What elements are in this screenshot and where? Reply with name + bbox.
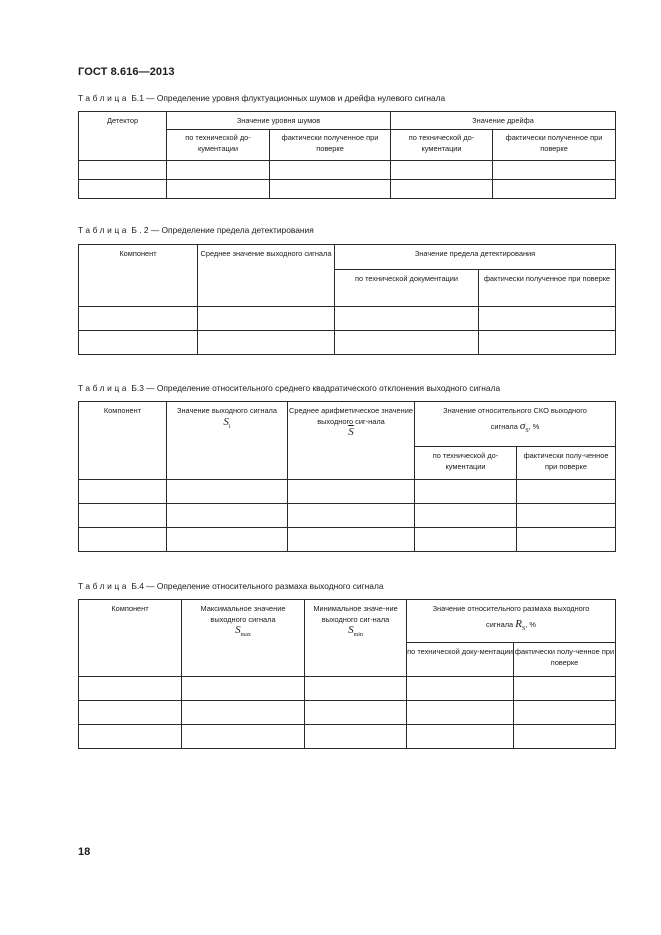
table1-header-noise: Значение уровня шумов [167,112,391,130]
table3-header-value-label: Значение выходного сигнала [177,406,277,415]
table4-caption-word: Таблица [78,581,130,591]
table-b1 [78,111,616,199]
table4-header-max [182,600,305,677]
table-cell [479,307,616,331]
table-cell [335,307,479,331]
table-cell [514,701,616,725]
table-cell [79,161,167,180]
table3-header-mean [288,402,415,480]
table4-header-range-line2: сигнала $R_S$, % [486,617,536,632]
table-cell [182,677,305,701]
table-cell [288,480,415,504]
table-cell [167,528,288,552]
table-cell [79,480,167,504]
table-row [79,161,616,180]
table-cell [270,180,391,199]
table1-caption [78,93,445,103]
table4-caption [78,581,384,591]
table-cell [79,725,182,749]
table1-caption-text: Б.1 — Определение уровня флуктуационных шумов и дрейфа нулевого сигнала [129,93,446,103]
table-b4 [78,599,616,749]
table-cell [493,161,616,180]
table-cell [407,725,514,749]
table2-caption-word: Таблица [78,225,130,235]
table3-header-sko-label: Значение относительного СКО выходного [443,406,587,415]
table4-header-min [305,600,407,677]
table-cell [167,161,270,180]
table-cell [288,504,415,528]
table-cell [391,180,493,199]
table-cell [270,161,391,180]
table4-symbol-smin: $S_{min}$ [348,624,363,639]
table-cell [517,504,616,528]
table-cell [79,528,167,552]
table-cell [305,701,407,725]
table-cell [335,331,479,355]
table-cell [305,677,407,701]
table-cell [167,480,288,504]
table2-subheader-doc: по технической документации [335,270,479,307]
table3-header-sko [415,402,616,447]
table-cell [305,725,407,749]
table4-header-component: Компонент [79,600,182,677]
table4-symbol-smax: $S_{max}$ [235,624,251,639]
table-b3 [78,401,616,552]
table4-subheader-doc: по технической доку-ментации [407,643,514,677]
table1-header-detector: Детектор [79,112,167,161]
table-cell [415,480,517,504]
table-row [79,677,616,701]
table-cell [79,504,167,528]
table-row [79,307,616,331]
table3-symbol-sigma: $\sigma_S$ [519,419,529,434]
table-cell [514,725,616,749]
table-cell [479,331,616,355]
table4-header-range-label: Значение относительного размаха выходного [432,604,590,613]
table-cell [182,725,305,749]
table-cell [79,180,167,199]
table2-header-component: Компонент [79,245,198,307]
table-row [79,701,616,725]
table1-header-drift: Значение дрейфа [391,112,616,130]
table-row [79,725,616,749]
table3-caption [78,383,500,393]
table-cell [407,677,514,701]
table-cell [493,180,616,199]
table-cell [288,528,415,552]
table2-caption-text: Б . 2 — Определение предела детектирования [129,225,314,235]
table-cell [407,701,514,725]
table-cell [415,504,517,528]
table-row [79,480,616,504]
table-cell [517,480,616,504]
table-cell [79,677,182,701]
table-cell [415,528,517,552]
table4-header-min-label: Минимальное значе-ние выходного сиг-нала [313,604,398,624]
table4-subheader-actual: фактически полу-ченное при поверке [514,643,616,677]
table3-header-value [167,402,288,480]
table-cell [79,307,198,331]
table4-caption-text: Б.4 — Определение относительного размаха выходного сигнала [129,581,384,591]
table2-subheader-actual: фактически полученное при поверке [479,270,616,307]
table1-subheader-drift-doc: по технической до-кументации [391,130,493,161]
table3-symbol-s-bar: $\overline{S}$ [348,426,354,438]
table-cell [517,528,616,552]
table-row [79,528,616,552]
table-cell [167,504,288,528]
table-cell [198,307,335,331]
table-cell [198,331,335,355]
page-header: ГОСТ 8.616—2013 [78,66,175,78]
table3-header-component: Компонент [79,402,167,480]
table1-subheader-noise-doc: по технической до-кументации [167,130,270,161]
table3-symbol-si: $S_i$ [223,415,231,430]
table-row [79,504,616,528]
table-cell [79,331,198,355]
table3-header-mean-label: Среднее арифметическое значение выходного сиг-нала [289,406,413,426]
table3-caption-word: Таблица [78,383,130,393]
table-row [79,331,616,355]
table3-subheader-actual: фактически полу-ченное при поверке [517,447,616,480]
table1-subheader-drift-actual: фактически полученное при поверке [493,130,616,161]
table-cell [391,161,493,180]
table3-header-sko-line2: сигнала $\sigma_S$, % [490,419,540,434]
table3-caption-text: Б.3 — Определение относительного среднего квадратического отклонения выходного сигнала [129,383,501,393]
page-number: 18 [78,846,91,858]
table2-header-limit: Значение предела детектирования [335,245,616,270]
table-cell [79,701,182,725]
table-cell [167,180,270,199]
table2-header-mean: Среднее значение выходного сигнала [198,245,335,307]
table4-symbol-rs: $R_S$ [515,617,526,632]
table-b2 [78,244,616,355]
table3-subheader-doc: по технической до-кументации [415,447,517,480]
table4-header-range [407,600,616,643]
table-cell [182,701,305,725]
table-row [79,180,616,199]
table1-subheader-noise-actual: фактически полученное при поверке [270,130,391,161]
table2-caption [78,225,314,235]
table1-caption-word: Таблица [78,93,130,103]
table4-header-max-label: Максимальное значение выходного сигнала [200,604,286,624]
table-cell [514,677,616,701]
